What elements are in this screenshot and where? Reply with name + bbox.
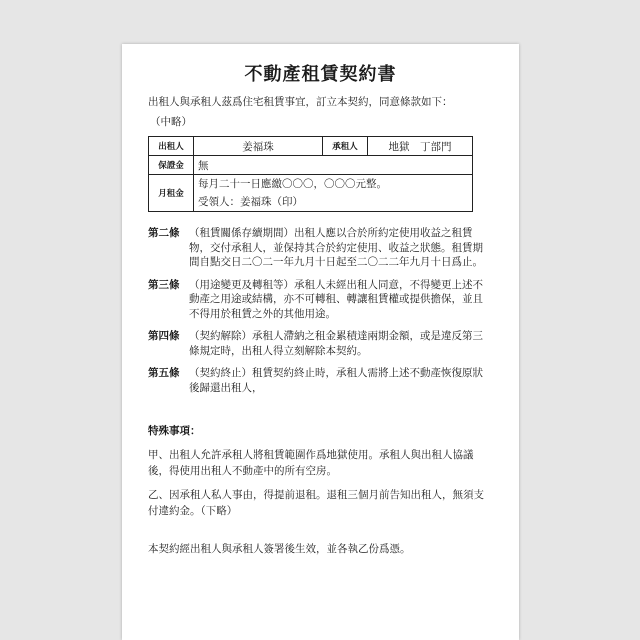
table-row (149, 175, 473, 212)
lessor-value: 姜福珠 (194, 137, 323, 156)
intro-text: 出租人與承租人茲爲住宅租賃事宜，訂立本契約，同意條款如下： (148, 96, 453, 108)
special-items-heading: 特殊事項： (148, 425, 201, 437)
lessee-value: 地獄 丁部門 (368, 137, 473, 156)
closing-statement: 本契約經出租人與承租人簽署後生效，並各執乙份爲憑。 (148, 543, 411, 555)
article-3 (148, 278, 493, 322)
article-number: 第四條 (148, 330, 180, 342)
article-text: （契約終止）租賃契約終止時，承租人需將上述不動產恢復原狀後歸還出租人， (189, 367, 483, 394)
rent-label: 月租金 (149, 175, 194, 212)
contract-page (122, 44, 519, 640)
special-item-a: 甲、出租人允許承租人將租賃範圍作爲地獄使用。承租人與出租人協議後，得使用出租人不動產中的所有空房。 (148, 449, 474, 477)
article-4 (148, 329, 493, 358)
rent-recipient-line: 受領人：姜福珠（印） (198, 196, 303, 208)
article-number: 第二條 (148, 227, 180, 239)
article-text: （契約解除）承租人滯納之租金累積達兩期金額，或是違反第三條規定時，出租人得立刻解除本契約。 (189, 330, 483, 357)
article-5 (148, 366, 493, 395)
document-title: 不動產租賃契約書 (244, 64, 397, 85)
omitted-note-top: （中略） (150, 116, 192, 128)
table-row (149, 137, 473, 156)
article-number: 第三條 (148, 278, 180, 291)
deposit-label: 保證金 (149, 156, 194, 175)
article-text: （用途變更及轉租等）承租人未經出租人同意，不得變更上述不動產之用途或結構，亦不可轉租、轉讓租賃權或提供擔保，並且不得用於租賃之外的其他用途。 (189, 278, 483, 320)
rent-value (194, 175, 473, 212)
table-row (149, 156, 473, 175)
special-item-b: 乙、因承租人私人事由，得提前退租。退租三個月前告知出租人，無須支付違約金。（下略） (148, 489, 484, 517)
article-2 (148, 226, 493, 270)
lessor-label: 出租人 (149, 137, 194, 156)
rent-amount-line: 每月二十一日應繳〇〇〇，〇〇〇元整。 (198, 178, 387, 190)
lessee-label: 承租人 (323, 137, 368, 156)
article-text: （租賃關係存續期間）出租人應以合於所約定使用收益之租賃物，交付承租人，並保持其合於約定使用、收益之狀態。租賃期間自點交日二〇二一年九月十日起至二〇二二年九月十日爲止。 (189, 227, 483, 268)
article-number: 第五條 (148, 367, 180, 379)
deposit-value: 無 (194, 156, 473, 175)
parties-table (148, 136, 473, 212)
